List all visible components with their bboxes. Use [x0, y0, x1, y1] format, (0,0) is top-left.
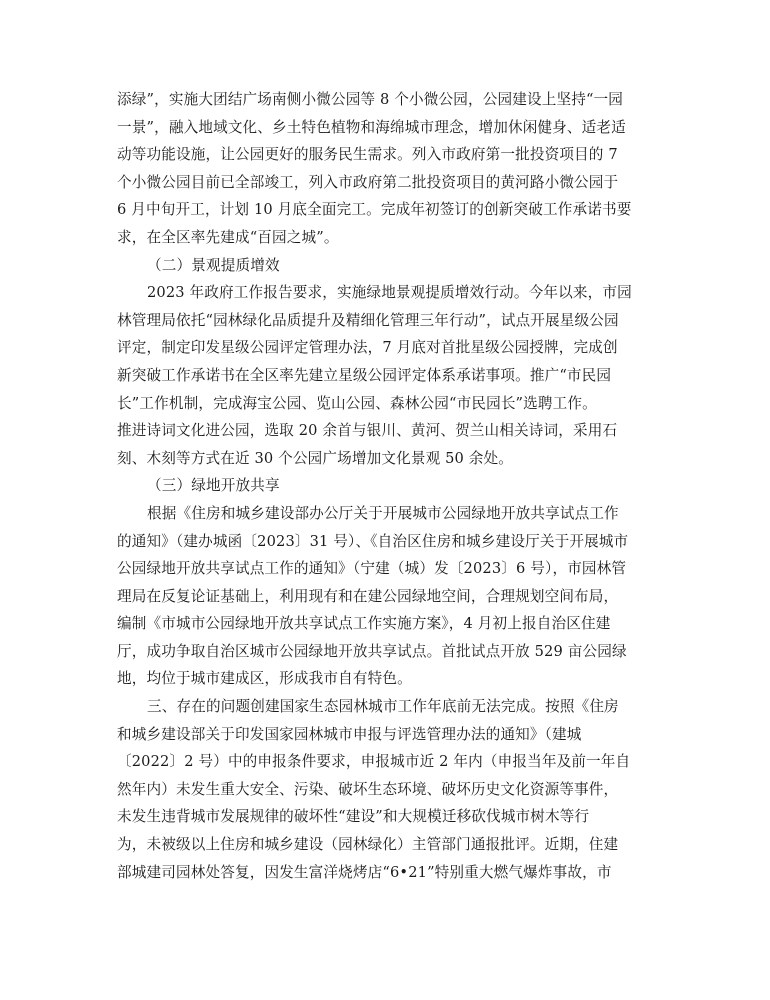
- text-line: 然年内）未发生重大安全、污染、破坏生态环境、破坏历史文化资源等事件，: [117, 780, 619, 798]
- section-heading: （二）景观提质增效: [147, 256, 280, 274]
- document-body: [117, 86, 657, 886]
- text-line: 公园绿地开放共享试点工作的通知》（宁建（城）发〔2023〕6 号），市园林管: [117, 560, 627, 578]
- text-line: 未发生违背城市发展规律的破坏性“建设”和大规模迁移砍伐城市树木等行: [117, 808, 590, 826]
- text-line: 添绿”，实施大团结广场南侧小微公园等 8 个小微公园，公园建设上坚持“一园: [117, 91, 624, 108]
- text-line: 个小微公园目前已全部竣工，列入市政府第二批投资项目的黄河路小微公园于: [117, 173, 619, 191]
- section-heading: （三）绿地开放共享: [147, 477, 280, 495]
- text-line: 厅，成功争取自治区城市公园绿地开放共享试点。首批试点开放 529 亩公园绿: [117, 642, 627, 660]
- text-line: 〔2022〕2 号）中的申报条件要求，申报城市近 2 年内（申报当年及前一年自: [117, 753, 631, 771]
- text-line: 求，在全区率先建成“百园之城”。: [117, 228, 339, 246]
- text-line: 理局在反复论证基础上，利用现有和在建公园绿地空间，合理规划空间布局，: [117, 587, 619, 605]
- text-line: 一景”，融入地域文化、乡土特色植物和海绵城市理念，增加休闲健身、适老适: [117, 118, 626, 136]
- text-line: 地，均位于城市建成区，形成我市自有特色。: [117, 670, 412, 688]
- text-line: 评定，制定印发星级公园评定管理办法，7 月底对首批星级公园授牌，完成创: [117, 339, 618, 357]
- text-line: 部城建司园林处答复，因发生富洋烧烤店“6•21”特别重大燃气爆炸事故，市: [117, 863, 612, 881]
- text-line: 2023 年政府工作报告要求，实施绿地景观提质增效行动。今年以来，市园: [147, 284, 632, 302]
- text-line: 的通知》（建办城函〔2023〕31 号）、《自治区住房和城乡建设厅关于开展城市: [117, 532, 629, 550]
- text-line: 和城乡建设部关于印发国家园林城市申报与评选管理办法的通知》（建城: [117, 725, 582, 743]
- text-line: 根据《住房和城乡建设部办公厅关于开展城市公园绿地开放共享试点工作: [147, 504, 619, 522]
- text-line: 为，未被级以上住房和城乡建设（园林绿化）主管部门通报批评。近期，住建: [117, 836, 619, 854]
- text-line: 长”工作机制，完成海宝公园、览山公园、森林公园“市民园长”选聘工作。: [117, 394, 597, 412]
- text-line: 新突破工作承诺书在全区率先建立星级公园评定体系承诺事项。推广“市民园: [117, 366, 612, 384]
- text-line: 动等功能设施，让公园更好的服务民生需求。列入市政府第一批投资项目的 7: [117, 146, 618, 164]
- section-heading: 三、存在的问题创建国家生态园林城市工作年底前无法完成。按照《住房: [147, 698, 619, 716]
- text-line: 林管理局依托“园林绿化品质提升及精细化管理三年行动”，试点开展星级公园: [117, 311, 619, 329]
- text-line: 推进诗词文化进公园，选取 20 余首与银川、黄河、贺兰山相关诗词，采用石: [117, 422, 618, 440]
- text-line: 6 月中旬开工，计划 10 月底全面完工。完成年初签订的创新突破工作承诺书要: [117, 201, 632, 219]
- text-line: 编制《市城市公园绿地开放共享试点工作实施方案》，4 月初上报自治区住建: [117, 615, 611, 633]
- text-line: 刻、木刻等方式在近 30 个公园广场增加文化景观 50 余处。: [117, 449, 514, 467]
